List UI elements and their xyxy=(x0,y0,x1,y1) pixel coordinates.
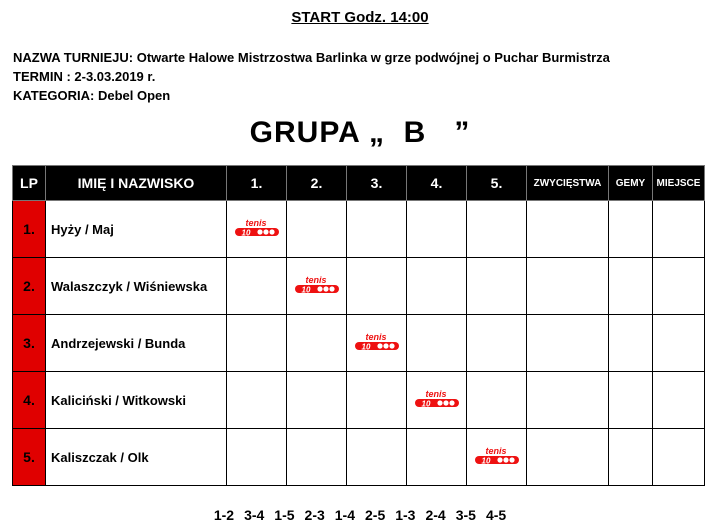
player-names: Kaliszczak / Olk xyxy=(46,429,227,486)
table-row xyxy=(13,372,705,429)
score-cell xyxy=(407,429,467,486)
score-cell xyxy=(347,201,407,258)
score-cell xyxy=(347,429,407,486)
row-number: 2. xyxy=(13,258,46,315)
col-3: 3. xyxy=(347,166,407,201)
table-header-row xyxy=(13,166,705,201)
place-cell xyxy=(653,372,705,429)
svg-text:10: 10 xyxy=(481,456,490,466)
score-cell xyxy=(227,258,287,315)
player-names: Walaszczyk / Wiśniewska xyxy=(46,258,227,315)
match-pair: 1-2 xyxy=(213,507,235,523)
match-pair: 1-4 xyxy=(334,507,355,523)
score-cell xyxy=(227,372,287,429)
wins-cell xyxy=(527,429,609,486)
games-cell xyxy=(609,429,653,486)
place-cell xyxy=(653,429,705,486)
svg-text:10: 10 xyxy=(361,342,370,352)
score-cell xyxy=(287,429,347,486)
svg-text:tenis: tenis xyxy=(364,332,387,342)
start-time: START Godz. 14:00 xyxy=(291,9,429,26)
table-row xyxy=(13,429,705,486)
match-pair: 3-5 xyxy=(455,507,476,523)
games-cell xyxy=(609,372,653,429)
match-pair: 4-5 xyxy=(485,507,507,523)
match-pair: 1-3 xyxy=(395,507,416,523)
player-names: Andrzejewski / Bunda xyxy=(46,315,227,372)
score-cell xyxy=(407,315,467,372)
match-pair: 2-4 xyxy=(425,507,446,523)
col-games: GEMY xyxy=(609,166,653,201)
match-pair: 2-5 xyxy=(365,507,386,523)
tenis10-logo-icon xyxy=(352,331,402,355)
place-cell xyxy=(653,258,705,315)
score-cell xyxy=(407,258,467,315)
match-pair: 1-5 xyxy=(274,507,295,523)
svg-text:10: 10 xyxy=(421,399,430,409)
row-number: 4. xyxy=(13,372,46,429)
place-cell xyxy=(653,201,705,258)
self-match-cell xyxy=(467,429,527,486)
self-match-cell xyxy=(287,258,347,315)
tenis10-logo-icon xyxy=(232,217,282,241)
games-cell xyxy=(609,315,653,372)
group-table xyxy=(12,165,705,486)
match-order xyxy=(0,507,720,523)
wins-cell xyxy=(527,201,609,258)
games-cell xyxy=(609,201,653,258)
score-cell xyxy=(227,429,287,486)
wins-cell xyxy=(527,258,609,315)
tournament-term: TERMIN : 2-3.03.2019 r. xyxy=(13,69,156,84)
svg-text:10: 10 xyxy=(241,228,250,238)
col-name: IMIĘ I NAZWISKO xyxy=(46,166,227,201)
self-match-cell xyxy=(407,372,467,429)
wins-cell xyxy=(527,372,609,429)
score-cell xyxy=(467,372,527,429)
score-cell xyxy=(467,201,527,258)
col-place: MIEJSCE xyxy=(653,166,705,201)
row-number: 1. xyxy=(13,201,46,258)
score-cell xyxy=(287,372,347,429)
score-cell xyxy=(347,258,407,315)
col-5: 5. xyxy=(467,166,527,201)
match-pair: 2-3 xyxy=(304,507,325,523)
player-names: Kaliciński / Witkowski xyxy=(46,372,227,429)
tenis10-logo-icon xyxy=(412,388,462,412)
col-1: 1. xyxy=(227,166,287,201)
svg-text:10: 10 xyxy=(301,285,310,295)
place-cell xyxy=(653,315,705,372)
self-match-cell xyxy=(347,315,407,372)
row-number: 3. xyxy=(13,315,46,372)
tournament-name: NAZWA TURNIEJU: Otwarte Halowe Mistrzostwa Barlinka w grze podwójnej o Puchar Burmistrza xyxy=(13,50,610,65)
score-cell xyxy=(287,201,347,258)
wins-cell xyxy=(527,315,609,372)
self-match-cell xyxy=(227,201,287,258)
score-cell xyxy=(347,372,407,429)
col-2: 2. xyxy=(287,166,347,201)
svg-text:tenis: tenis xyxy=(484,446,507,456)
svg-text:tenis: tenis xyxy=(244,218,267,228)
table-row xyxy=(13,258,705,315)
table-row xyxy=(13,201,705,258)
score-cell xyxy=(467,315,527,372)
games-cell xyxy=(609,258,653,315)
svg-text:tenis: tenis xyxy=(424,389,447,399)
col-lp: LP xyxy=(13,166,46,201)
score-cell xyxy=(287,315,347,372)
score-cell xyxy=(407,201,467,258)
svg-text:tenis: tenis xyxy=(304,275,327,285)
tournament-category: KATEGORIA: Debel Open xyxy=(13,88,171,103)
row-number: 5. xyxy=(13,429,46,486)
group-title: GRUPA „ B ” xyxy=(249,116,471,149)
score-cell xyxy=(227,315,287,372)
tenis10-logo-icon xyxy=(472,445,522,469)
tenis10-logo-icon xyxy=(292,274,342,298)
score-cell xyxy=(467,258,527,315)
col-wins: ZWYCIĘSTWA xyxy=(527,166,609,201)
player-names: Hyży / Maj xyxy=(46,201,227,258)
table-row xyxy=(13,315,705,372)
col-4: 4. xyxy=(407,166,467,201)
match-pair: 3-4 xyxy=(244,507,265,523)
